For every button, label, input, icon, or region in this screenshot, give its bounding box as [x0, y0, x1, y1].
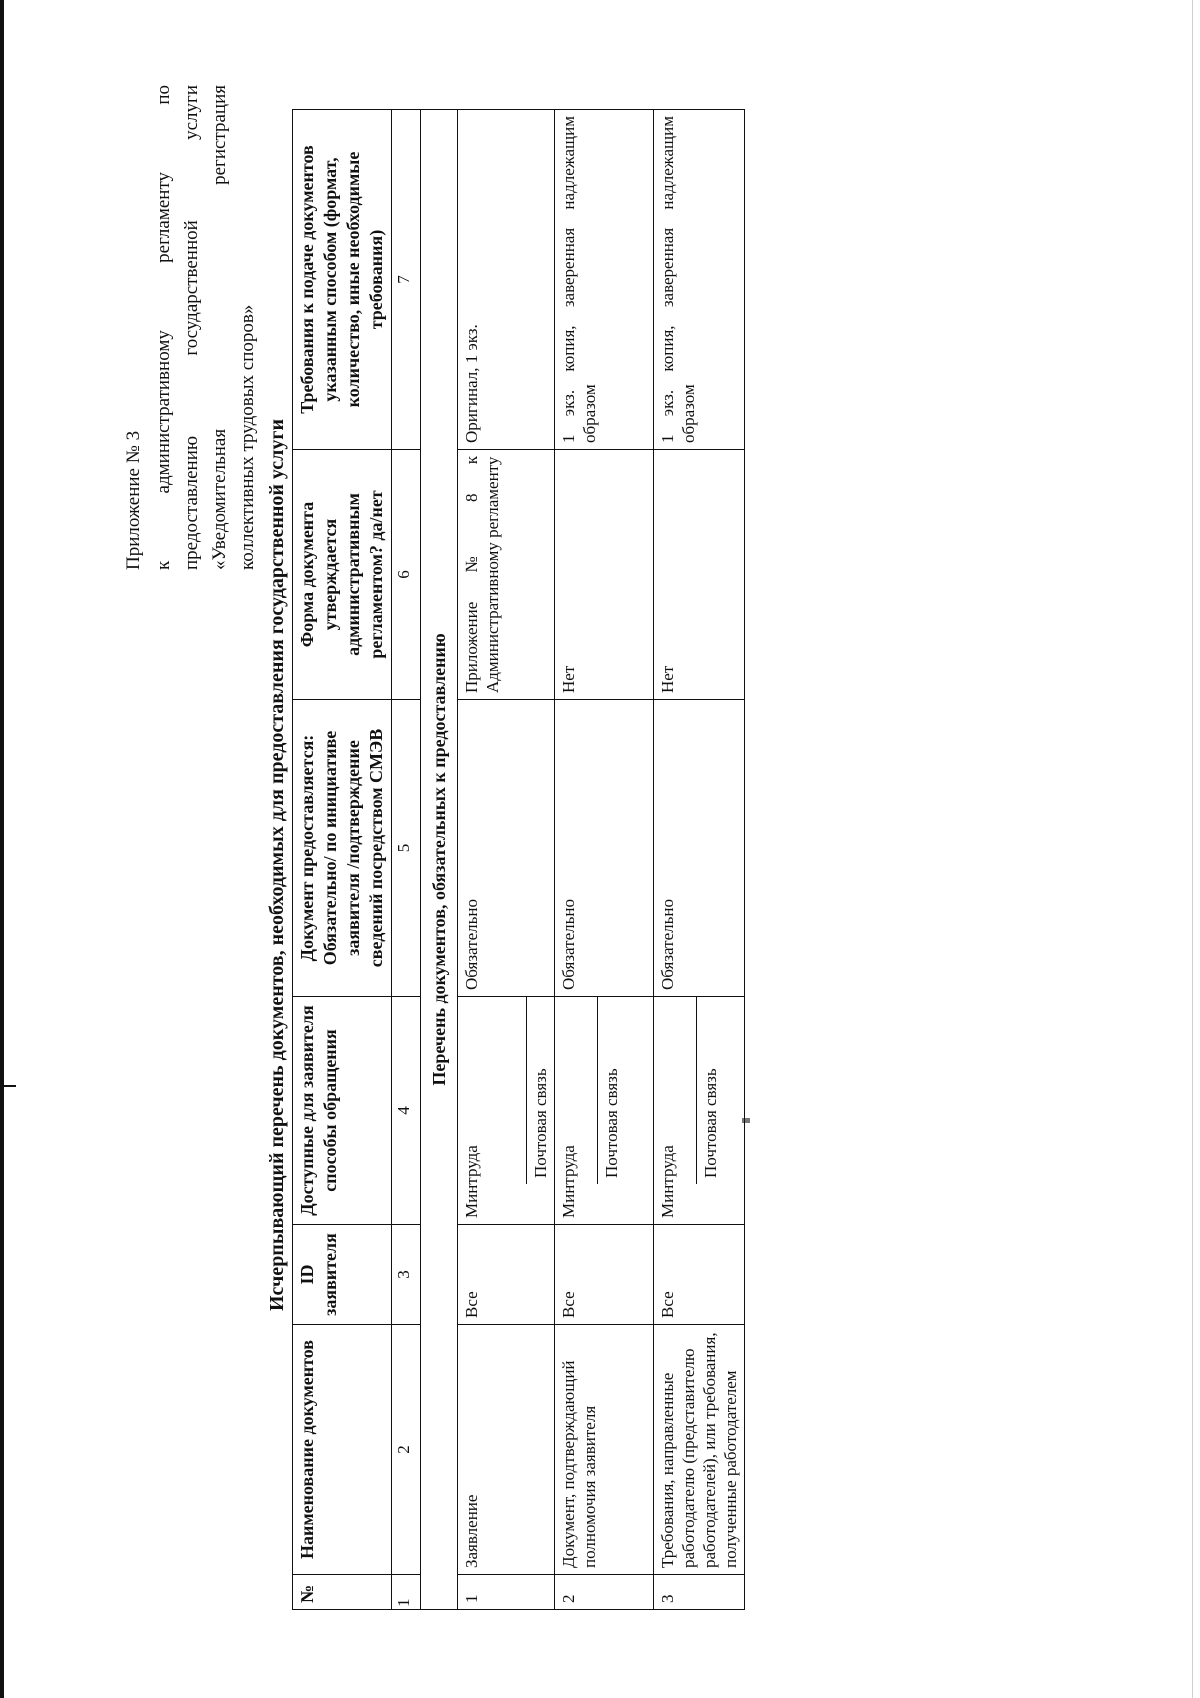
column-number: 2: [392, 1325, 421, 1575]
document-name: Документ, подтверждающий полномочия заявителя: [555, 1325, 654, 1575]
provided-status: Обязательно: [458, 700, 555, 997]
section-row: [421, 110, 458, 1610]
table-row: [654, 110, 745, 1610]
table-row: [555, 110, 654, 1610]
scan-edge-right: [1192, 0, 1193, 1698]
row-number: 2: [555, 1575, 654, 1610]
applicant-id: Все: [555, 1225, 654, 1325]
appendix-line: коллективных трудовых споров»: [237, 304, 258, 570]
header-row: [293, 110, 392, 1610]
provided-status: Обязательно: [654, 700, 745, 997]
way-post: Почтовая связь: [597, 997, 625, 1184]
submission-requirements: 1 экз. копия, заверенная надлежащим образом: [555, 110, 654, 450]
appendix-line: предоставлению государственной услуги: [181, 85, 202, 570]
document-title: Исчерпывающий перечень документов, необходимых для предоставления государственной услуги: [266, 419, 288, 1311]
document-name: Требования, направленные работодателю (представителю работодателей), или требования, полученные работодателем: [654, 1325, 745, 1575]
provided-status: Обязательно: [555, 700, 654, 997]
header-cell: Документ предоставляется: Обязательно/ по инициативе заявителя /подтверждение сведений посредством СМЭВ: [293, 700, 392, 997]
way-post: Почтовая связь: [526, 997, 554, 1184]
form-approval: Приложение № 8 к Административному регламенту: [458, 450, 555, 700]
column-number: 4: [392, 997, 421, 1225]
applicant-id: Все: [654, 1225, 745, 1325]
column-number: 5: [392, 700, 421, 997]
section-title: Перечень документов, обязательных к предоставлению: [421, 110, 458, 1610]
way-ministry: Минтруда: [559, 1145, 578, 1218]
document-name: Заявление: [458, 1325, 555, 1575]
column-number: 1: [392, 1575, 421, 1610]
header-cell: Наименование документов: [293, 1325, 392, 1575]
way-post: Почтовая связь: [696, 997, 724, 1184]
row-number: 1: [458, 1575, 555, 1610]
header-cell: №: [293, 1575, 392, 1610]
column-number-row: [392, 110, 421, 1610]
submission-ways: [654, 997, 745, 1225]
rotated-page: [60, 70, 1120, 1630]
scan-tick: [3, 1085, 16, 1087]
submission-requirements: 1 экз. копия, заверенная надлежащим образом: [654, 110, 745, 450]
column-number: 6: [392, 450, 421, 700]
appendix-block: [120, 85, 262, 570]
table-row: [458, 110, 555, 1610]
submission-ways: [555, 997, 654, 1225]
applicant-id: Все: [458, 1225, 555, 1325]
way-ministry: Минтруда: [658, 1145, 677, 1218]
scan-edge-left: [0, 0, 4, 1698]
documents-table: [292, 109, 745, 1610]
appendix-line: к административному регламенту по: [153, 85, 174, 570]
column-number: 7: [392, 110, 421, 450]
header-cell: Форма документа утверждается административным регламентом? да/нет: [293, 450, 392, 700]
column-number: 3: [392, 1225, 421, 1325]
header-cell: Требования к подаче документов указанным способом (формат, количество, иные необходимые требования): [293, 110, 392, 450]
header-cell: ID заявителя: [293, 1225, 392, 1325]
form-approval: Нет: [654, 450, 745, 700]
appendix-number: Приложение № 3: [123, 430, 144, 570]
appendix-line: «Уведомительная регистрация: [209, 85, 230, 570]
submission-requirements: Оригинал, 1 экз.: [458, 110, 555, 450]
form-approval: Нет: [555, 450, 654, 700]
header-cell: Доступные для заявителя способы обращения: [293, 997, 392, 1225]
row-number: 3: [654, 1575, 745, 1610]
way-ministry: Минтруда: [462, 1145, 481, 1218]
submission-ways: [458, 997, 555, 1225]
